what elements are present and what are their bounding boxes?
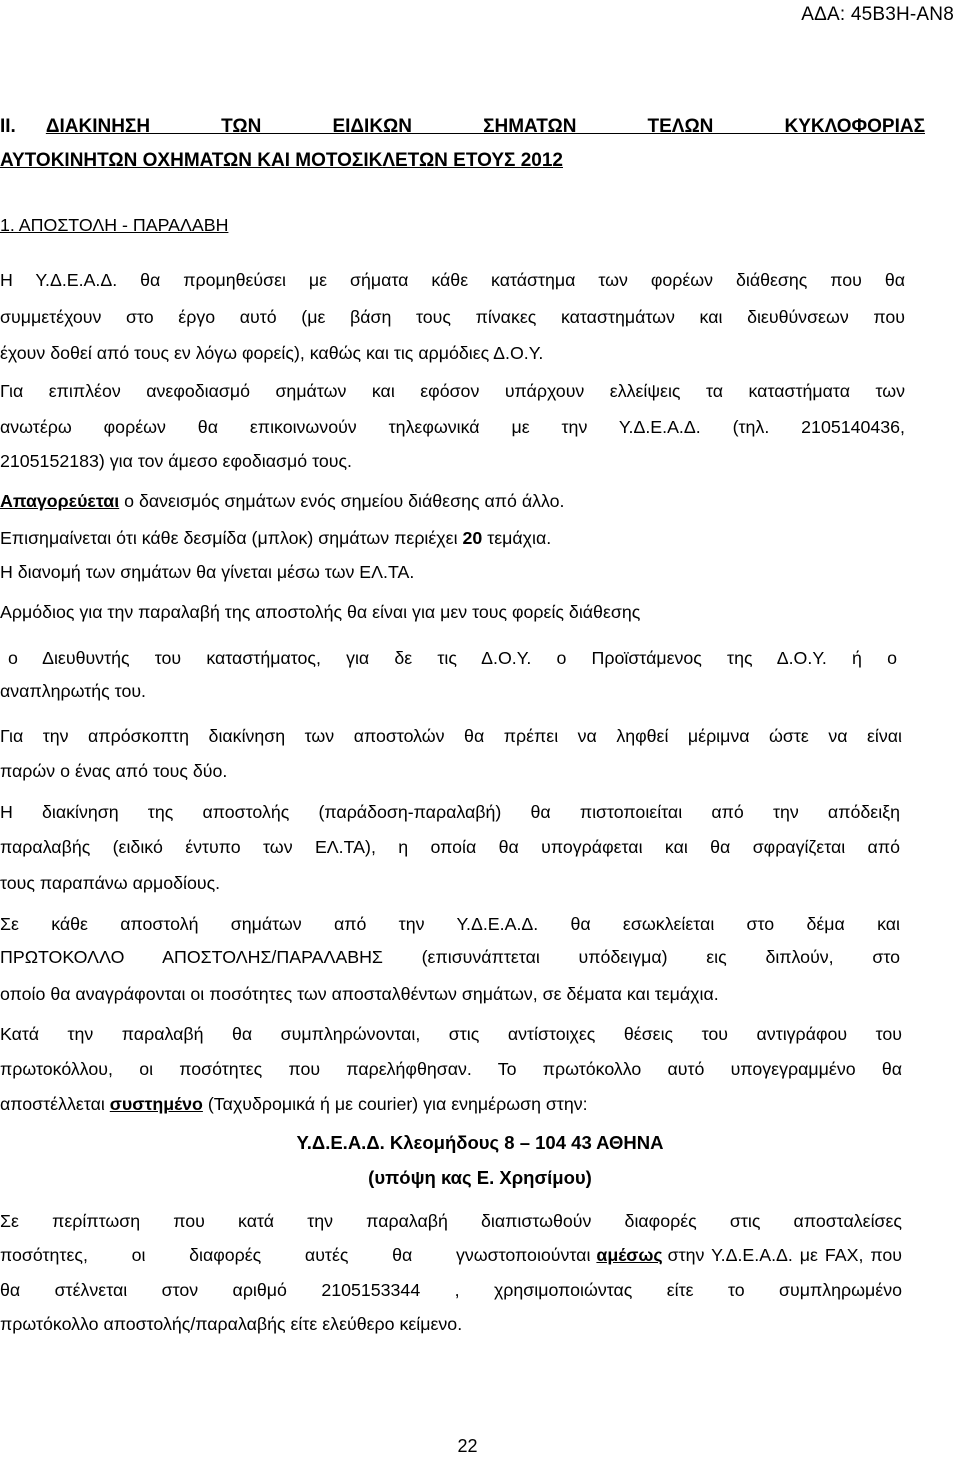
paragraph-8-line-2: πρωτοκόλλου, οι ποσότητες που παρελήφθησαν. Το πρωτόκολλο αυτό υπογεγραμμένο θα — [0, 1059, 902, 1079]
send-pre: αποστέλλεται — [0, 1094, 110, 1114]
paragraph-4-line-2: ο Διευθυντής του καταστήματος, για δε τις Δ.Ο.Υ. ο Προϊστάμενος της Δ.Ο.Υ. ή ο — [8, 648, 897, 668]
section-title-line-2: ΑΥΤΟΚΙΝΗΤΩΝ ΟΧΗΜΑΤΩΝ ΚΑΙ ΜΟΤΟΣΙΚΛΕΤΩΝ ΕΤΟΥΣ 2012 — [0, 150, 563, 171]
bundle-post: τεμάχια. — [482, 528, 552, 548]
registered-word: συστημένο — [109, 1094, 203, 1114]
paragraph-9-line-4: πρωτόκολλο αποστολής/παραλαβής είτε ελεύθερο κείμενο. — [0, 1314, 463, 1334]
subsection-title: 1. ΑΠΟΣΤΟΛΗ - ΠΑΡΑΛΑΒΗ — [0, 215, 229, 235]
page-number: 22 — [457, 1436, 478, 1456]
paragraph-5-line-2: παρών ο ένας από τους δύο. — [0, 761, 228, 781]
paragraph-1-line-3: έχουν δοθεί από τους εν λόγω φορείς), καθώς και τις αρμόδιες Δ.Ο.Υ. — [0, 343, 544, 363]
paragraph-4-line-3: αναπληρωτής του. — [0, 681, 146, 701]
paragraph-6-line-1: Η διακίνηση της αποστολής (παράδοση-παραλαβή) θα πιστοποιείται από την απόδειξη — [0, 802, 900, 822]
immediately-word: αμέσως — [596, 1245, 663, 1265]
paragraph-6-line-3: τους παραπάνω αρμοδίους. — [0, 873, 221, 893]
paragraph-5-line-1: Για την απρόσκοπτη διακίνηση των αποστολών θα πρέπει να ληφθεί μέριμνα ώστε να είναι — [0, 726, 902, 746]
fax-post: στην Υ.Δ.Ε.Α.Δ. με FAX, που — [667, 1245, 902, 1265]
bundle-line — [0, 527, 905, 549]
paragraph-9-line-1: Σε περίπτωση που κατά την παραλαβή διαπιστωθούν διαφορές στις αποσταλείσες — [0, 1211, 902, 1231]
bundle-count: 20 — [462, 528, 483, 548]
paragraph-8-line-1: Κατά την παραλαβή θα συμπληρώνονται, στις αντίστοιχες θέσεις του αντιγράφου του — [0, 1024, 902, 1044]
section-title-text-1: ΔΙΑΚΙΝΗΣΗ ΤΩΝ ΕΙΔΙΚΩΝ ΣΗΜΑΤΩΝ ΤΕΛΩΝ ΚΥΚΛΟΦΟΡΙΑΣ — [45, 116, 925, 137]
paragraph-1-line-1: Η Υ.Δ.Ε.Α.Δ. θα προμηθεύσει με σήματα κάθε κατάστημα των φορέων διάθεσης που θα — [0, 270, 905, 290]
paragraph-1-line-2: συμμετέχουν στο έργο αυτό (με βάση τους πίνακες καταστημάτων και διευθύνσεων που — [0, 307, 905, 327]
paragraph-9-line-2 — [0, 1244, 902, 1266]
send-post: (Ταχυδρομικά ή με courier) για ενημέρωση στην: — [202, 1094, 588, 1114]
bundle-pre: Επισημαίνεται ότι κάθε δεσμίδα (μπλοκ) σημάτων περιέχει — [0, 528, 463, 548]
paragraph-6-line-2: παραλαβής (ειδικό έντυπο των ΕΛ.ΤΑ), η οποία θα υπογράφεται και θα σφραγίζεται από — [0, 837, 900, 857]
prohibition-rest: ο δανεισμός σημάτων ενός σημείου διάθεσης από άλλο. — [119, 491, 565, 511]
fax-pre: ποσότητες, οι διαφορές αυτές θα γνωστοποιούνται — [0, 1245, 591, 1265]
distribution-line: Η διανομή των σημάτων θα γίνεται μέσω των ΕΛ.ΤΑ. — [0, 562, 415, 582]
paragraph-9-line-3: θα στέλνεται στον αριθμό 2105153344 , χρησιμοποιώντας είτε το συμπληρωμένο — [0, 1280, 902, 1300]
paragraph-7-line-1: Σε κάθε αποστολή σημάτων από την Υ.Δ.Ε.Α.Δ. θα εσωκλείεται στο δέμα και — [0, 914, 900, 934]
paragraph-8-line-3 — [0, 1093, 905, 1115]
ada-code: ΑΔΑ: 45Β3Η-ΑΝ8 — [801, 4, 954, 25]
paragraph-2-line-3: 2105152183) για τον άμεσο εφοδιασμό τους. — [0, 451, 352, 471]
paragraph-2-line-2: ανωτέρω φορέων θα επικοινωνούν τηλεφωνικά με την Υ.Δ.Ε.Α.Δ. (τηλ. 2105140436, — [0, 417, 905, 437]
section-title-line-1 — [0, 116, 925, 138]
prohibition-line — [0, 490, 905, 512]
paragraph-2-line-1: Για επιπλέον ανεφοδιασμό σημάτων και εφόσον υπάρχουν ελλείψεις τα καταστήματα των — [0, 381, 905, 401]
paragraph-4-line-1: Αρμόδιος για την παραλαβή της αποστολής θα είναι για μεν τους φορείς διάθεσης — [0, 602, 641, 622]
prohibited-word: Απαγορεύεται — [0, 491, 120, 511]
paragraph-7-line-2: ΠΡΩΤΟΚΟΛΛΟ ΑΠΟΣΤΟΛΗΣ/ΠΑΡΑΛΑΒΗΣ (επισυνάπτεται υπόδειγμα) εις διπλούν, στο — [0, 947, 900, 967]
section-roman-numeral: II. — [0, 116, 16, 137]
address-line-1: Υ.Δ.Ε.Α.Δ. Κλεομήδους 8 – 104 43 ΑΘΗΝΑ — [296, 1132, 664, 1153]
address-line-2: (υπόψη κας Ε. Χρησίμου) — [368, 1167, 592, 1188]
paragraph-7-line-3: οποίο θα αναγράφονται οι ποσότητες των αποσταλθέντων σημάτων, σε δέματα και τεμάχια. — [0, 984, 719, 1004]
